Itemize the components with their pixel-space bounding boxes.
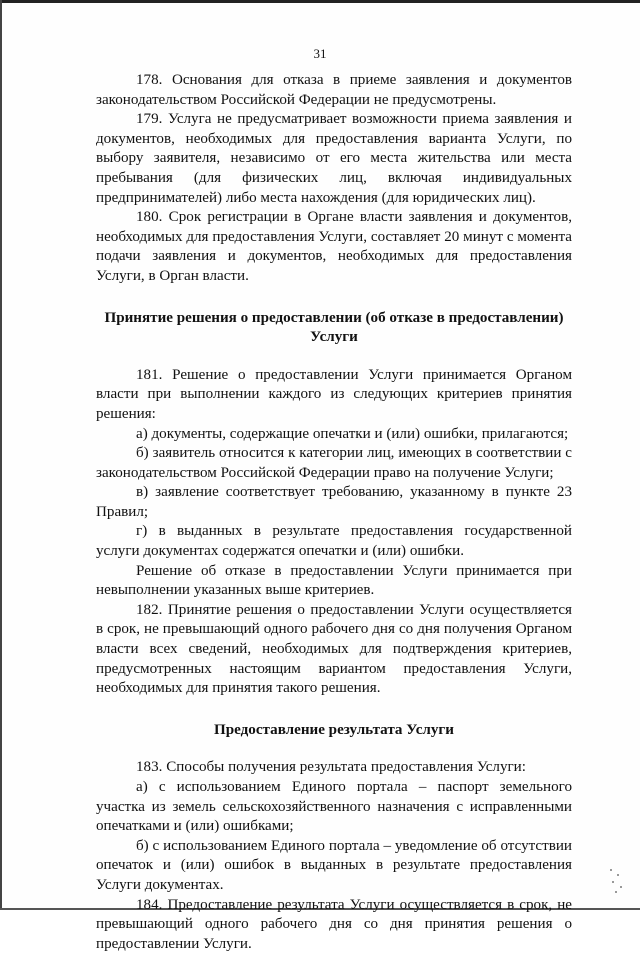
section-heading-decision: Принятие решения о предоставлении (об отказе в предоставлении) Услуги bbox=[104, 309, 564, 346]
paragraph-180: 180. Срок регистрации в Органе власти заявления и документов, необходимых для предоставления Услуги, составляет 20 минут с момента подачи заявления и документов, необходимых для предоставления Услуги, в Орган власти. bbox=[96, 209, 572, 284]
list-item-v: в) заявление соответствует требованию, указанному в пункте 23 Правил; bbox=[96, 484, 572, 520]
paragraph-182: 182. Принятие решения о предоставлении Услуги осуществляется в срок, не превышающий одного рабочего дня со дня получения Органом власти всех сведений, необходимых для подтверждения критериев, предусмотренных настоящим вариантом предоставления Услуги, необходимых для принятия такого решения. bbox=[96, 601, 572, 697]
page-number: 31 bbox=[313, 46, 327, 61]
list-item-b: б) заявитель относится к категории лиц, имеющих в соответствии с законодательством Российской Федерации право на получение Услуги; bbox=[96, 445, 572, 481]
paragraph-183: 183. Способы получения результата предоставления Услуги: bbox=[136, 759, 526, 776]
scan-noise bbox=[608, 866, 626, 894]
scan-edge-left bbox=[0, 0, 2, 910]
paragraph-178: 178. Основания для отказа в приеме заявления и документов законодательством Российской Федерации не предусмотрены. bbox=[96, 72, 572, 108]
document-body bbox=[96, 71, 572, 954]
list-item-g: г) в выданных в результате предоставления государственной услуги документах содержатся опечатки и (или) ошибки. bbox=[96, 523, 572, 560]
list-item-a-portal: а) с использованием Единого портала – паспорт земельного участка из земель сельскохозяйственного назначения с исправленными опечатками и (или) ошибками; bbox=[96, 779, 572, 835]
scan-edge-top bbox=[0, 0, 640, 3]
paragraph-181: 181. Решение о предоставлении Услуги принимается Органом власти при выполнении каждого из следующих критериев принятия решения: bbox=[96, 366, 572, 422]
section-heading-result: Предоставление результата Услуги bbox=[214, 721, 454, 738]
paragraph-184: 184. Предоставление результата Услуги осуществляется в срок, не превышающий одного рабочего дня со дня принятия решения о предоставлении Услуги. bbox=[96, 896, 572, 952]
list-item-b-portal: б) с использованием Единого портала – уведомление об отсутствии опечаток и (или) ошибок в выданных в результате предоставления Услуги документах. bbox=[96, 837, 572, 893]
list-item-a: а) документы, содержащие опечатки и (или) ошибки, прилагаются; bbox=[136, 425, 569, 442]
paragraph-179: 179. Услуга не предусматривает возможности приема заявления и документов, необходимых для предоставления варианта Услуги, по выбору заявителя, независимо от его места жительства или места пребывания (для физических лиц, включая индивидуальных предпринимателей) либо места нахождения (для юридических лиц). bbox=[96, 111, 572, 206]
paragraph-refusal: Решение об отказе в предоставлении Услуги принимается при невыполнении указанных выше критериев. bbox=[96, 562, 572, 599]
